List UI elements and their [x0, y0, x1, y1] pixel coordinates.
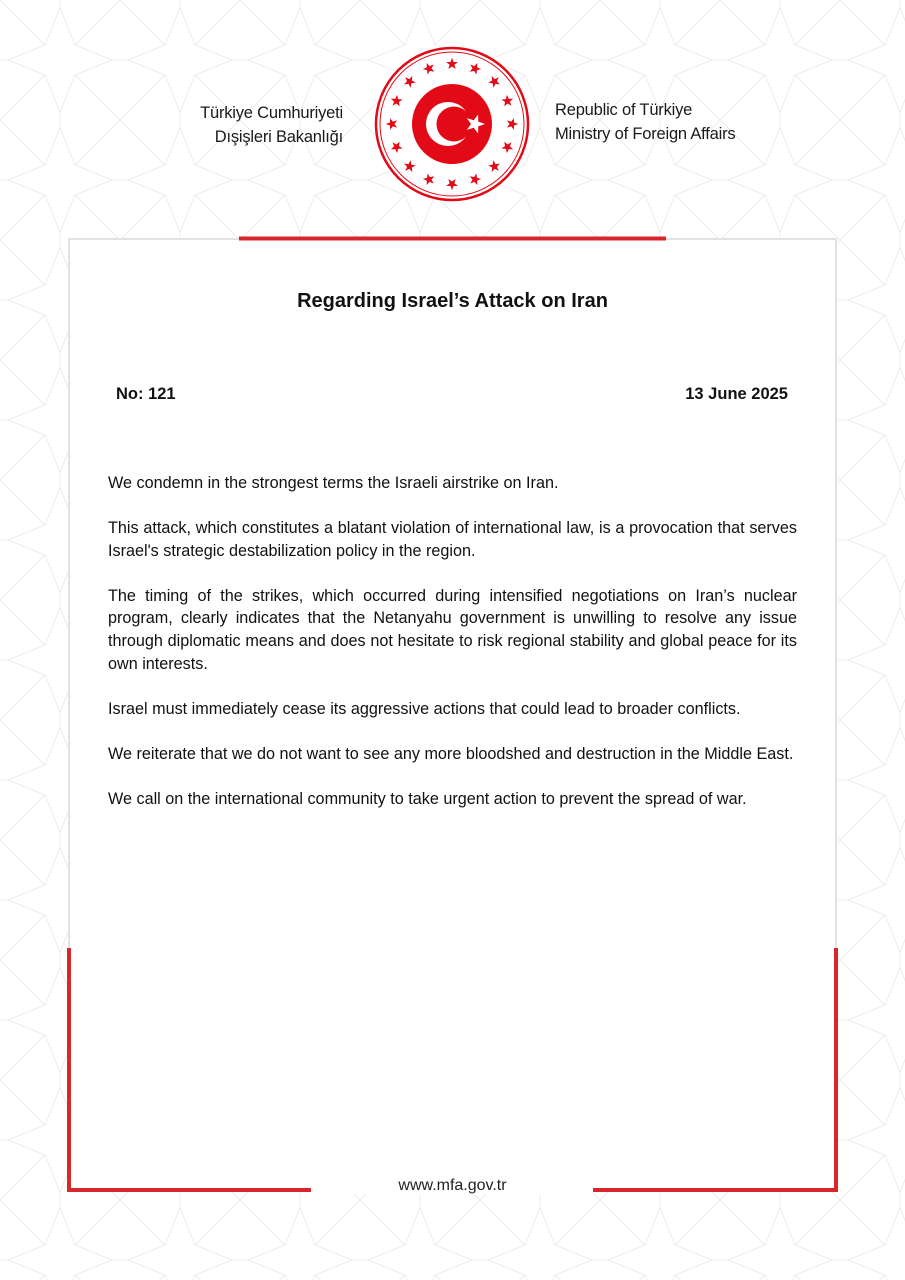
header-left-line2: Dışişleri Bakanlığı [214, 128, 343, 146]
paragraph: The timing of the strikes, which occurred during intensified negotiations on Iran’s nuclear program, clearly indicates that the Netanyahu government is unwilling to resolve any issue through diplomatic means and does not hesitate to risk regional stability and global peace for its own interests. [108, 586, 797, 673]
paragraph: We reiterate that we do not want to see any more bloodshed and destruction in the Middle East. [108, 744, 794, 763]
document-title: Regarding Israel’s Attack on Iran [297, 290, 608, 312]
header-right-line2: Ministry of Foreign Affairs [555, 125, 736, 143]
footer-website-link[interactable]: www.mfa.gov.tr [398, 1177, 507, 1194]
paragraph: We condemn in the strongest terms the Israeli airstrike on Iran. [108, 474, 559, 492]
document-date: 13 June 2025 [685, 385, 788, 403]
header-left-line1: Türkiye Cumhuriyeti [200, 104, 343, 122]
document-body [108, 472, 797, 833]
ministry-name-turkish [200, 101, 343, 149]
header-right-line1: Republic of Türkiye [555, 101, 693, 119]
paragraph: Israel must immediately cease its aggressive actions that could lead to broader conflicts. [108, 699, 741, 718]
paragraph: We call on the international community to take urgent action to prevent the spread of war. [108, 789, 747, 808]
paragraph: This attack, which constitutes a blatant violation of international law, is a provocation that serves Israel's strategic destabilization policy in the region. [108, 519, 797, 560]
turkish-crescent-star-seal-icon [374, 46, 530, 202]
document-number: No: 121 [116, 385, 176, 403]
ministry-name-english [555, 98, 735, 146]
